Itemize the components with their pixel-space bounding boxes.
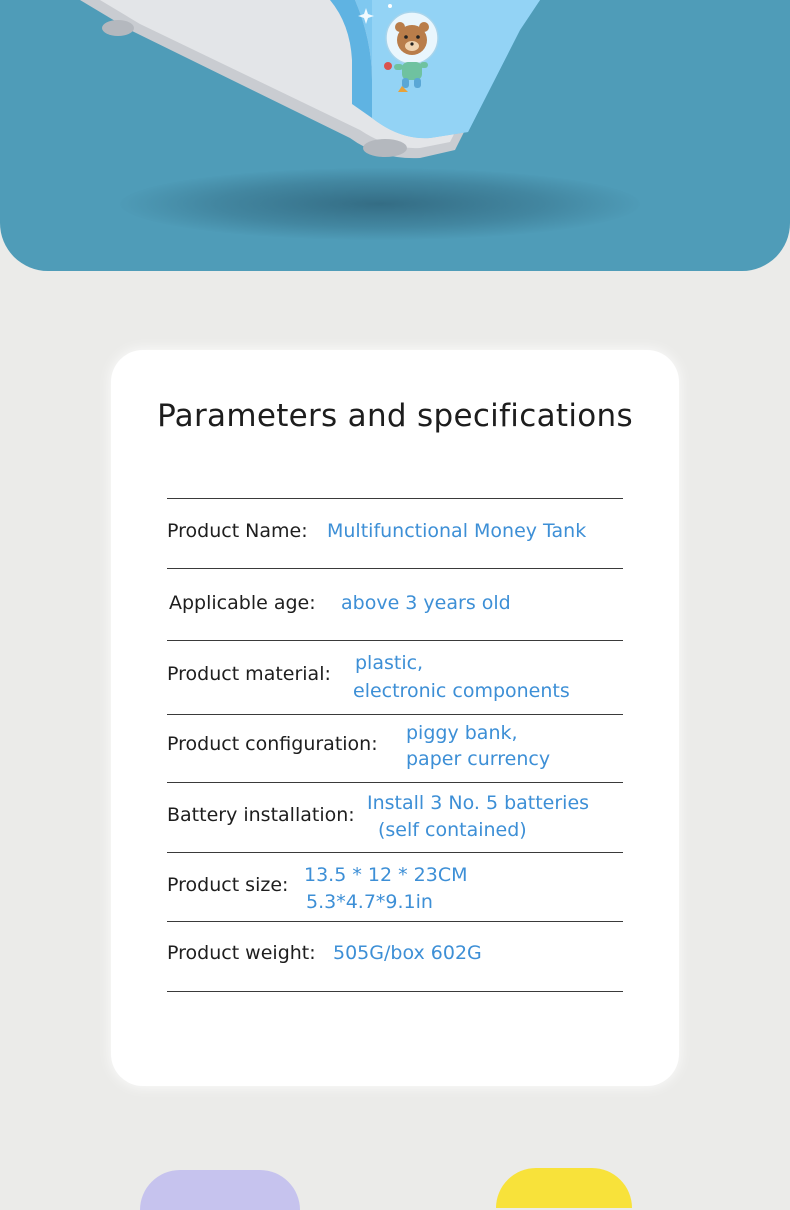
next-section-decoration [496, 1168, 632, 1208]
spec-label: Product weight: [167, 942, 316, 964]
spec-value: above 3 years old [341, 592, 511, 614]
spec-value: electronic components [353, 680, 570, 702]
spec-label: Product Name: [167, 520, 308, 542]
divider [167, 568, 623, 569]
spec-value: 5.3*4.7*9.1in [306, 891, 433, 913]
spec-label: Battery installation: [167, 804, 355, 826]
divider [167, 640, 623, 641]
spec-value: Install 3 No. 5 batteries [367, 792, 590, 814]
divider [167, 498, 623, 499]
divider [167, 921, 623, 922]
spec-card-title: Parameters and specifications [157, 398, 633, 434]
specifications-card [111, 350, 679, 1086]
divider [167, 991, 623, 992]
product-image-banner [0, 0, 790, 271]
spec-label: Applicable age: [169, 592, 316, 614]
spec-label: Product size: [167, 874, 289, 896]
spec-value: 13.5 * 12 * 23CM [304, 864, 468, 886]
spec-value: 505G/box 602G [333, 942, 482, 964]
next-section-decoration [140, 1170, 300, 1210]
spec-value: paper currency [406, 748, 551, 770]
divider [167, 852, 623, 853]
spec-value: (self contained) [378, 819, 527, 841]
spec-value: Multifunctional Money Tank [327, 520, 587, 542]
spec-label: Product configuration: [167, 733, 378, 755]
divider [167, 714, 623, 715]
divider [167, 782, 623, 783]
spec-value: plastic, [355, 652, 424, 674]
spec-value: piggy bank, [406, 722, 518, 744]
money-tank-illustration [0, 0, 790, 271]
spec-label: Product material: [167, 663, 331, 685]
